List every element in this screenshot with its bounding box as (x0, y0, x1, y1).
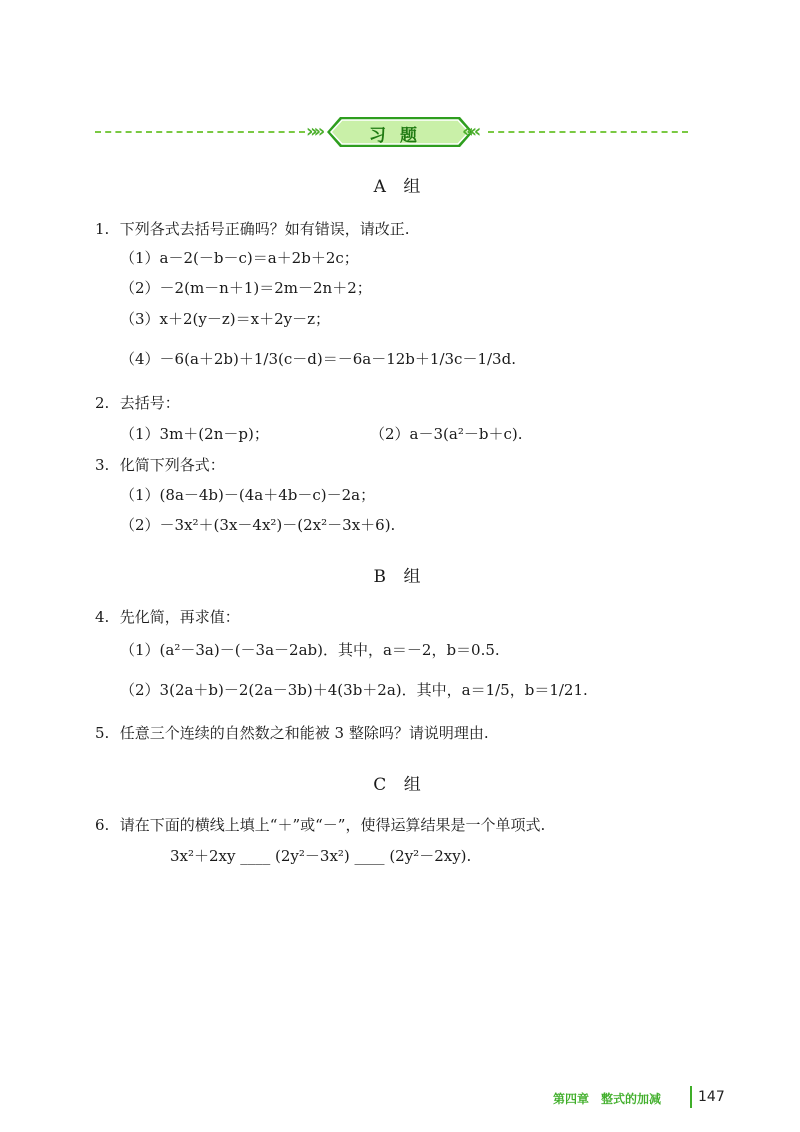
problem-1 (95, 219, 410, 239)
problem-text: 下列各式去括号正确吗？如有错误，请改正. (119, 220, 410, 238)
problem-3-item-1: （1）(8a－4b)－(4a＋4b－c)－2a； (120, 486, 376, 504)
page-number: 147 (698, 1089, 725, 1105)
section-title: 习题 (369, 126, 431, 146)
problem-number: 6. (95, 816, 110, 834)
problem-6-expression: 3x²＋2xy ____ (2y²－3x²) ____ (2y²－2xy). (170, 847, 472, 865)
problem-text: 去括号： (119, 394, 180, 412)
problem-1-item-2: （2）－2(m－n＋1)＝2m－2n＋2； (120, 279, 372, 297)
problem-1-item-1: （1）a－2(－b－c)＝a＋2b＋2c； (120, 249, 359, 267)
header-dashed-line-right (488, 131, 688, 133)
problem-2-item-2: （2）a－3(a²－b＋c). (370, 425, 523, 443)
double-chevron-right-icon: »» (306, 121, 322, 142)
problem-2-item-1: （1）3m＋(2n－p)； (120, 425, 269, 443)
section-title-badge (326, 116, 474, 152)
header-dashed-line-left (95, 131, 305, 133)
problem-number: 1. (95, 220, 110, 238)
problem-number: 2. (95, 394, 110, 412)
problem-6 (95, 815, 545, 835)
group-a-heading: A 组 (373, 177, 427, 197)
problem-1-item-4: （4）－6(a＋2b)＋1/3(c－d)＝－6a－12b＋1/3c－1/3d. (120, 350, 516, 368)
problem-number: 3. (95, 456, 110, 474)
group-b-heading: B 组 (373, 567, 427, 587)
problem-4-item-2: （2）3(2a＋b)－2(2a－3b)＋4(3b＋2a)．其中，a＝1/5，b＝1/21. (120, 681, 588, 699)
problem-text: 先化简，再求值： (119, 608, 240, 626)
problem-text: 请在下面的横线上填上“＋”或“－”，使得运算结果是一个单项式. (119, 816, 546, 834)
problem-1-item-3: （3）x＋2(y－z)＝x＋2y－z； (120, 310, 331, 328)
problem-2 (95, 393, 180, 413)
footer-chapter-title: 第四章 整式的加减 (553, 1092, 662, 1106)
problem-text: 化简下列各式： (119, 456, 225, 474)
problem-5 (95, 723, 489, 743)
problem-3-item-2: （2）－3x²＋(3x－4x²)－(2x²－3x＋6). (120, 516, 396, 534)
footer-divider (690, 1086, 692, 1108)
problem-3 (95, 455, 225, 475)
problem-4-item-1: （1）(a²－3a)－(－3a－2ab)．其中，a＝－2，b＝0.5. (120, 641, 500, 659)
problem-4 (95, 607, 240, 627)
problem-number: 4. (95, 608, 110, 626)
problem-text: 任意三个连续的自然数之和能被 3 整除吗？请说明理由. (119, 724, 489, 742)
group-c-heading: C 组 (373, 775, 427, 795)
double-chevron-left-icon: «« (462, 121, 478, 142)
problem-number: 5. (95, 724, 110, 742)
